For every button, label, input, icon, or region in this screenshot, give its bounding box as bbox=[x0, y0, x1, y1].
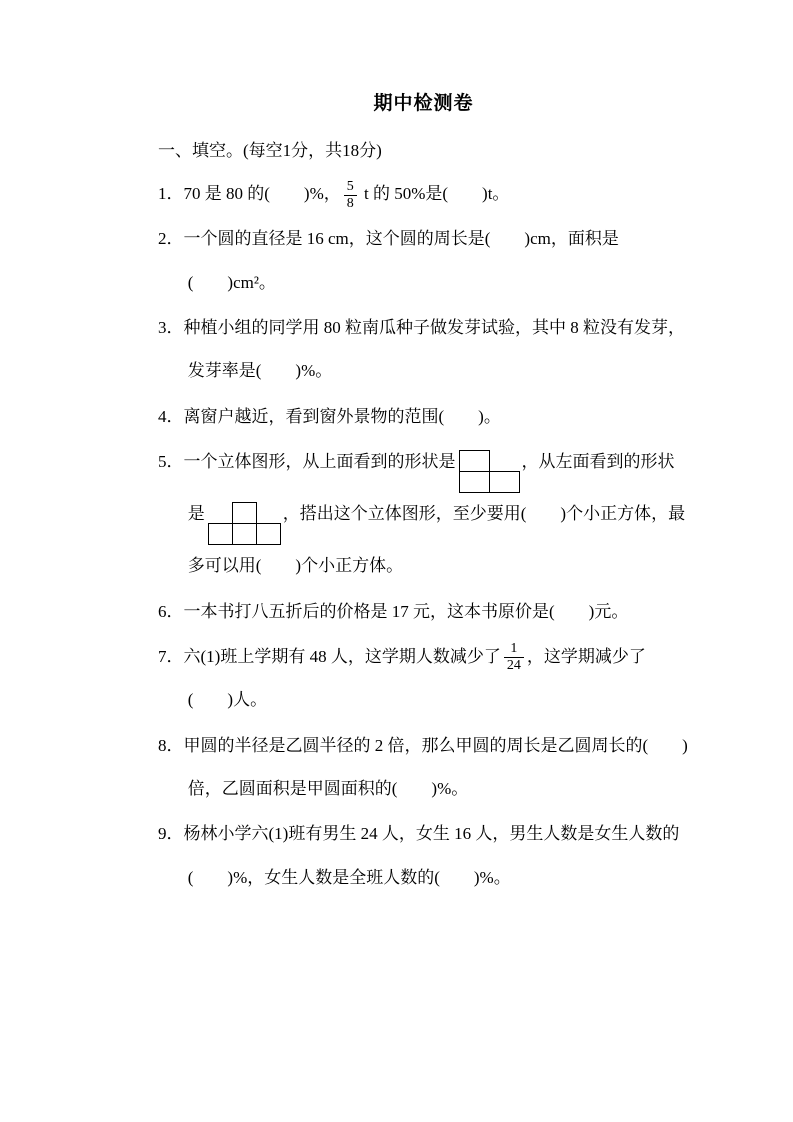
question-1-text-b: t 的 50%是( )t。 bbox=[359, 184, 510, 204]
question-5-text-b: ，从左面看到的形状是 bbox=[187, 452, 675, 524]
question-6-text: 6．一本书打八五折后的价格是 17 元，这本书原价是( )元。 bbox=[158, 601, 629, 621]
fraction-denominator: 8 bbox=[346, 195, 354, 211]
section-heading: 一、填空。(每空1分，共18分) bbox=[158, 141, 382, 160]
question-7-text-b: ，这学期减少了( )人。 bbox=[187, 646, 646, 710]
fraction-1-24 bbox=[504, 641, 524, 674]
question-9 bbox=[158, 812, 689, 899]
question-1-text-a: 1．70 是 80 的( )%， bbox=[158, 184, 341, 204]
shape-cell bbox=[256, 523, 281, 545]
fraction-5-8 bbox=[344, 179, 357, 212]
shape-cell bbox=[208, 523, 233, 545]
question-5 bbox=[158, 440, 689, 587]
question-8 bbox=[158, 724, 689, 811]
fraction-numerator: 1 bbox=[504, 641, 524, 658]
question-4-text: 4．离窗户越近，看到窗外景物的范围( )。 bbox=[158, 406, 501, 426]
question-7-text-a: 7．六(1)班上学期有 48 人，这学期人数减少了 bbox=[158, 646, 501, 666]
question-3-text: 3．种植小组的同学用 80 粒南瓜种子做发芽试验，其中 8 粒没有发芽，发芽率是( )%。 bbox=[158, 318, 685, 381]
shape-cell bbox=[489, 471, 520, 493]
fraction-denominator: 24 bbox=[506, 658, 521, 674]
shape-cell bbox=[232, 523, 257, 545]
page-title: 期中检测卷 bbox=[373, 93, 474, 114]
shape-cell bbox=[232, 502, 257, 524]
question-5-text-c: ，搭出这个立体图形，至少要用( )个小正方体，最多可以用( )个小正方体。 bbox=[187, 504, 686, 576]
left-view-shape bbox=[208, 502, 280, 544]
question-8-text: 8．甲圆的半径是乙圆半径的 2 倍，那么甲圆的周长是乙圆周长的( )倍，乙圆面积是甲圆面积的( )%。 bbox=[158, 735, 688, 798]
shape-cell bbox=[459, 450, 490, 472]
question-5-text-a: 5．一个立体图形，从上面看到的形状是 bbox=[158, 452, 456, 472]
top-view-shape bbox=[459, 450, 519, 492]
question-6 bbox=[158, 590, 689, 633]
question-1 bbox=[158, 172, 689, 215]
question-2 bbox=[158, 217, 689, 304]
question-2-text: 2．一个圆的直径是 16 cm，这个圆的周长是( )cm，面积是( )cm²。 bbox=[158, 229, 619, 292]
shape-cell bbox=[459, 471, 490, 493]
question-3 bbox=[158, 306, 689, 393]
question-7 bbox=[158, 635, 689, 722]
question-4 bbox=[158, 395, 689, 438]
fraction-numerator: 5 bbox=[344, 179, 357, 196]
question-9-text: 9．杨林小学六(1)班有男生 24 人，女生 16 人，男生人数是女生人数的( )%，女生人数是全班人数的( )%。 bbox=[158, 824, 680, 887]
